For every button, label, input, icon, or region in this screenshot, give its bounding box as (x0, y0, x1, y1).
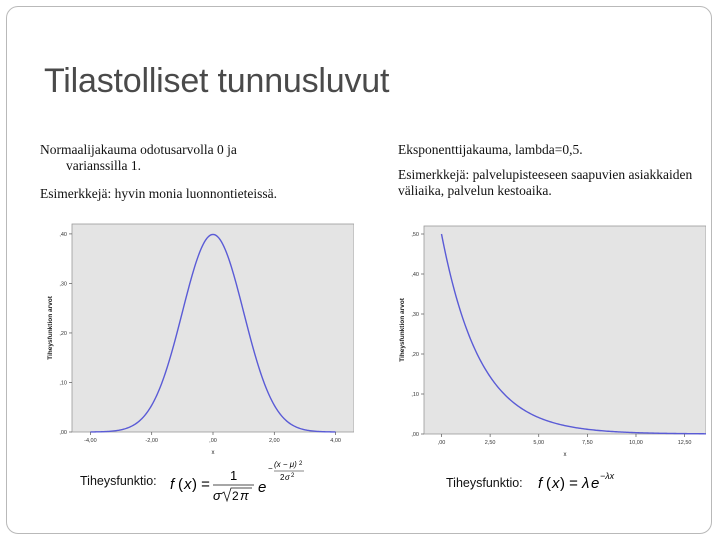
svg-text:) =: ) = (560, 475, 578, 492)
y-tick-label: ,20 (59, 330, 67, 337)
plot-area (72, 224, 354, 432)
normal-density-chart (44, 220, 354, 460)
x-tick-label: 12,50 (677, 440, 692, 446)
y-axis-label: Tiheysfunktion arvot (399, 298, 406, 362)
x-tick-label: 5,00 (533, 440, 545, 446)
svg-text:(: ( (178, 476, 183, 493)
x-tick-label: 2,50 (484, 440, 496, 446)
svg-text:(: ( (546, 475, 551, 492)
y-tick-label: ,00 (411, 432, 419, 438)
normal-formula-label: Tiheysfunktio: (80, 474, 157, 488)
x-tick-label: ,00 (209, 438, 217, 444)
svg-text:2: 2 (280, 473, 285, 482)
svg-text:2: 2 (299, 461, 303, 467)
exponential-density-formula (536, 468, 626, 496)
svg-text:2: 2 (291, 473, 295, 479)
y-tick-label: ,30 (59, 281, 67, 288)
svg-text:1: 1 (230, 468, 238, 483)
x-tick-label: 10,00 (629, 440, 643, 446)
y-tick-label: ,30 (411, 312, 419, 318)
exp-dist-examples: Esimerkkejä: palvelupisteeseen saapuvien asiakkaiden väliaika, palvelun kestoaika. (398, 167, 693, 198)
right-description (398, 142, 708, 199)
exp-dist-desc: Eksponenttijakauma, lambda=0,5. (398, 142, 583, 157)
x-tick-label: 2,00 (268, 438, 280, 444)
svg-text:π: π (240, 488, 249, 503)
normal-dist-desc-line2: varianssilla 1. (66, 158, 141, 173)
y-tick-label: ,40 (411, 272, 419, 278)
y-tick-label: ,20 (411, 352, 419, 358)
svg-text:x: x (184, 476, 192, 493)
normal-density-formula (168, 458, 308, 508)
svg-text:f: f (170, 476, 175, 493)
x-axis-label: x (211, 450, 215, 456)
x-tick-label: -4,00 (84, 438, 97, 444)
y-tick-label: ,40 (59, 231, 67, 238)
y-tick-label: ,00 (59, 430, 67, 436)
svg-text:e: e (591, 475, 600, 492)
x-tick-label: 4,00 (330, 438, 341, 444)
normal-dist-examples: Esimerkkejä: hyvin monia luonnontieteissä. (40, 186, 277, 201)
normal-dist-desc-line1: Normaalijakauma odotusarvolla 0 ja (40, 142, 237, 157)
y-tick-label: ,10 (411, 392, 419, 398)
exponential-density-chart (396, 222, 706, 460)
y-axis-label: Tiheysfunktion arvot (47, 296, 54, 360)
svg-text:−λx: −λx (600, 471, 615, 481)
svg-text:f: f (538, 475, 543, 492)
svg-text:x: x (552, 475, 560, 492)
svg-text:σ: σ (285, 473, 290, 482)
y-tick-label: ,10 (59, 380, 67, 387)
slide-title: Tilastolliset tunnusluvut (44, 62, 390, 100)
x-tick-label: 7,50 (582, 440, 593, 446)
left-description (40, 142, 320, 202)
x-tick-label: ,00 (437, 440, 446, 446)
exponential-formula-label: Tiheysfunktio: (446, 476, 523, 490)
svg-text:σ: σ (213, 488, 221, 503)
svg-text:2: 2 (232, 489, 239, 503)
y-tick-label: ,50 (411, 232, 419, 238)
svg-text:λ: λ (582, 475, 590, 492)
svg-text:) =: ) = (192, 476, 210, 493)
x-tick-label: -2,00 (145, 438, 158, 444)
svg-text:−: − (268, 464, 273, 473)
svg-text:(x − μ): (x − μ) (274, 460, 297, 469)
svg-text:e: e (258, 479, 267, 496)
x-axis-label: x (563, 452, 567, 458)
